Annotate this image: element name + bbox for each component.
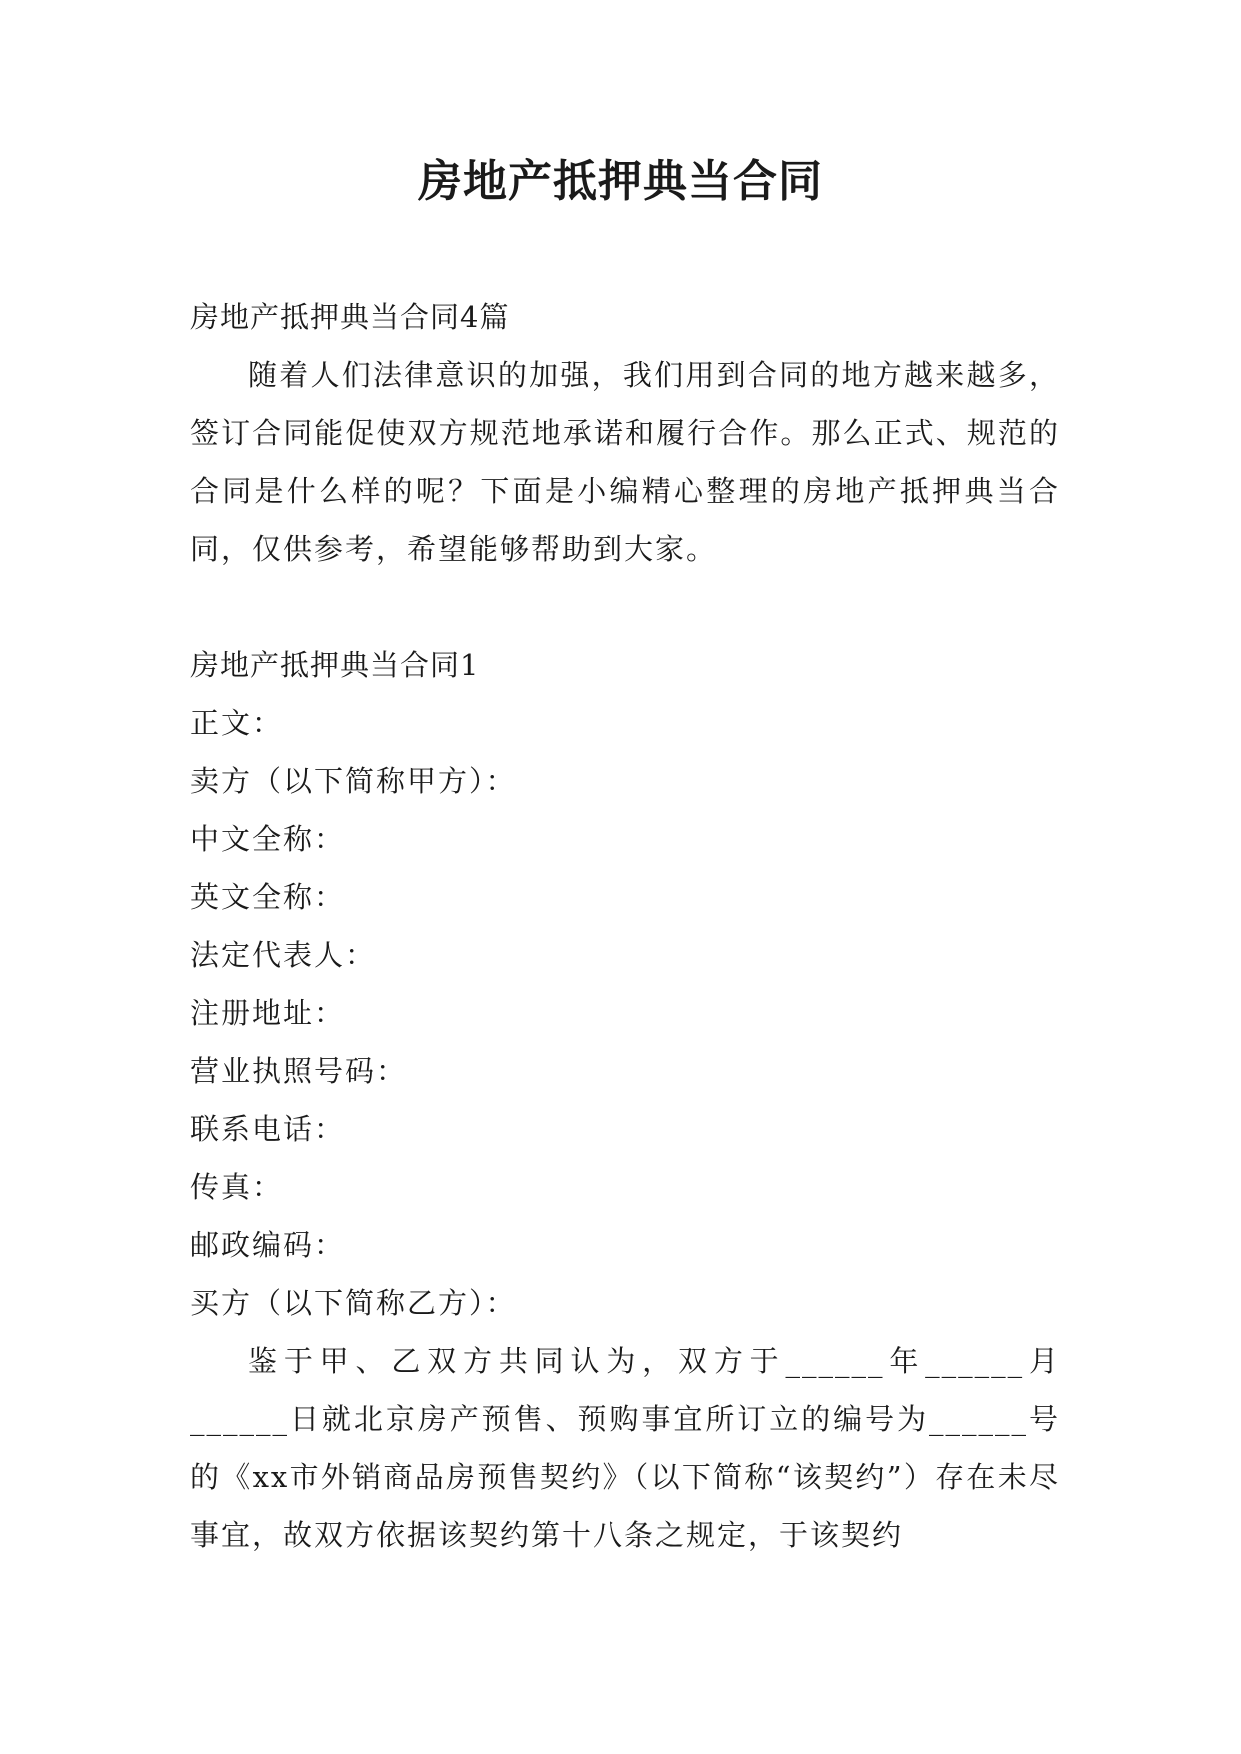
field-phone: 联系电话：: [190, 1112, 346, 1146]
document-subtitle: 房地产抵押典当合同4篇: [190, 300, 510, 334]
intro-paragraph: 随着人们法律意识的加强，我们用到合同的地方越来越多，签订合同能促使双方规范地承诺和履行合作。那么正式、规范的合同是什么样的呢？下面是小编精心整理的房地产抵押典当合同，仅供参考，希望能够帮助到大家。: [190, 358, 1060, 566]
field-fax: 传真：: [190, 1170, 284, 1204]
document-body: [190, 288, 1060, 1564]
paragraph-spacer: [190, 578, 1060, 636]
section-heading: 房地产抵押典当合同1: [190, 648, 480, 682]
field-legal-representative: 法定代表人：: [190, 938, 377, 972]
field-chinese-name: 中文全称：: [190, 822, 346, 856]
field-seller: 卖方（以下简称甲方）：: [190, 764, 517, 798]
field-buyer: 买方（以下简称乙方）：: [190, 1286, 517, 1320]
field-business-license: 营业执照号码：: [190, 1054, 408, 1088]
document-title: 房地产抵押典当合同: [418, 156, 823, 207]
field-body-label: 正文：: [190, 706, 284, 740]
field-registered-address: 注册地址：: [190, 996, 346, 1030]
field-english-name: 英文全称：: [190, 880, 346, 914]
clause-paragraph: 鉴于甲、乙双方共同认为，双方于______年______月______日就北京房产预售、预购事宜所订立的编号为______号的《xx市外销商品房预售契约》（以下简称“该契约”）存在未尽事宜，故双方依据该契约第十八条之规定，于该契约: [190, 1344, 1060, 1552]
field-postal-code: 邮政编码：: [190, 1228, 346, 1262]
